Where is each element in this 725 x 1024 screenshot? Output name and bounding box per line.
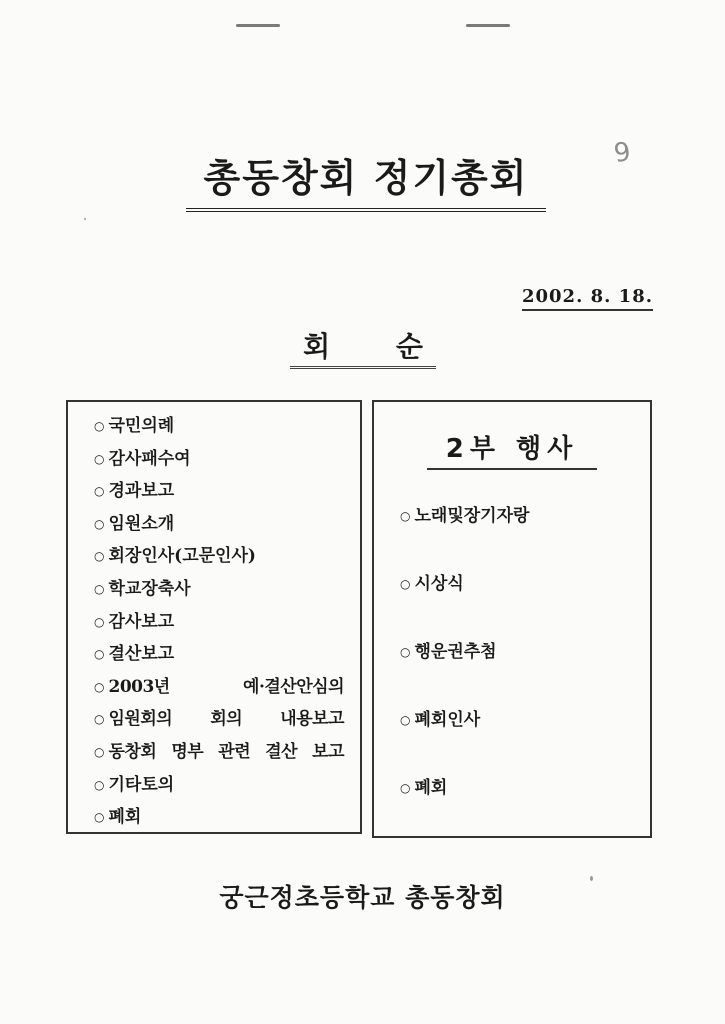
agenda-item-label: 폐회 bbox=[108, 807, 142, 828]
event-item bbox=[400, 772, 630, 840]
circle-bullet-icon: ○ bbox=[400, 645, 411, 659]
paper-speck bbox=[84, 218, 86, 220]
agenda-item-label: 학교장축사 bbox=[108, 578, 191, 599]
circle-bullet-icon: ○ bbox=[94, 451, 105, 466]
agenda-list bbox=[68, 402, 360, 834]
meeting-date: 2002. 8. 18. bbox=[522, 286, 653, 311]
agenda-item bbox=[94, 769, 344, 802]
agenda-item bbox=[94, 801, 344, 834]
organization-footer: 궁근정초등학교 총동창회 bbox=[219, 883, 506, 912]
handwritten-page-mark: 9 bbox=[611, 136, 633, 170]
agenda-item bbox=[94, 606, 344, 639]
document-title: 총동창회 정기총회 bbox=[186, 152, 546, 212]
agenda-item bbox=[94, 573, 344, 606]
agenda-item bbox=[94, 508, 344, 541]
event-item-label: 행운권추첨 bbox=[414, 642, 497, 662]
part2-title: 2부 행사 bbox=[427, 432, 597, 470]
event-item-label: 노래및장기자랑 bbox=[414, 506, 530, 526]
event-item-label: 시상식 bbox=[414, 574, 464, 594]
agenda-item-label: 국민의례 bbox=[108, 416, 175, 436]
circle-bullet-icon: ○ bbox=[94, 744, 105, 759]
event-item bbox=[400, 568, 630, 636]
agenda-item-label: 감사패수여 bbox=[108, 448, 191, 469]
agenda-item-label: 감사보고 bbox=[108, 611, 175, 632]
circle-bullet-icon: ○ bbox=[94, 712, 105, 727]
circle-bullet-icon: ○ bbox=[94, 549, 105, 564]
paper-speck bbox=[590, 876, 593, 881]
event-item bbox=[400, 500, 630, 568]
agenda-heading: 회 순 bbox=[290, 330, 436, 369]
agenda-item bbox=[94, 540, 344, 573]
circle-bullet-icon: ○ bbox=[94, 614, 105, 629]
agenda-item bbox=[94, 638, 344, 671]
agenda-item bbox=[94, 410, 344, 443]
circle-bullet-icon: ○ bbox=[94, 810, 105, 825]
agenda-item bbox=[94, 443, 344, 476]
circle-bullet-icon: ○ bbox=[94, 581, 105, 596]
agenda-item-label: 기타토의 bbox=[108, 774, 175, 795]
agenda-item bbox=[94, 671, 344, 704]
circle-bullet-icon: ○ bbox=[400, 509, 411, 523]
agenda-item bbox=[94, 475, 344, 508]
circle-bullet-icon: ○ bbox=[94, 679, 105, 694]
circle-bullet-icon: ○ bbox=[94, 419, 105, 433]
agenda-item-label: 경과보고 bbox=[108, 481, 175, 502]
staple-mark-right bbox=[466, 24, 510, 27]
agenda-item-label: 임원소개 bbox=[108, 513, 175, 534]
circle-bullet-icon: ○ bbox=[94, 777, 105, 792]
agenda-item bbox=[94, 703, 344, 736]
event-item bbox=[400, 636, 630, 704]
circle-bullet-icon: ○ bbox=[94, 647, 105, 662]
agenda-item bbox=[94, 736, 344, 769]
event-item-label: 폐회 bbox=[414, 778, 448, 798]
agenda-item-label: 회장인사(고문인사) bbox=[108, 546, 256, 567]
circle-bullet-icon: ○ bbox=[400, 577, 411, 591]
agenda-item-label: 2003년 예·결산안심의 bbox=[108, 676, 344, 697]
agenda-item-label: 임원회의 회의 내용보고 bbox=[108, 709, 344, 730]
circle-bullet-icon: ○ bbox=[94, 516, 105, 531]
event-item bbox=[400, 704, 630, 772]
agenda-item-label: 동창회 명부 관련 결산 보고 bbox=[108, 741, 344, 762]
circle-bullet-icon: ○ bbox=[400, 781, 411, 795]
agenda-item-label: 결산보고 bbox=[108, 644, 175, 665]
part2-box bbox=[372, 400, 652, 838]
agenda-box bbox=[66, 400, 362, 834]
event-item-label: 폐회인사 bbox=[414, 710, 481, 730]
part2-event-list bbox=[374, 500, 650, 840]
circle-bullet-icon: ○ bbox=[400, 713, 411, 727]
circle-bullet-icon: ○ bbox=[94, 484, 105, 499]
staple-mark-left bbox=[236, 24, 280, 27]
